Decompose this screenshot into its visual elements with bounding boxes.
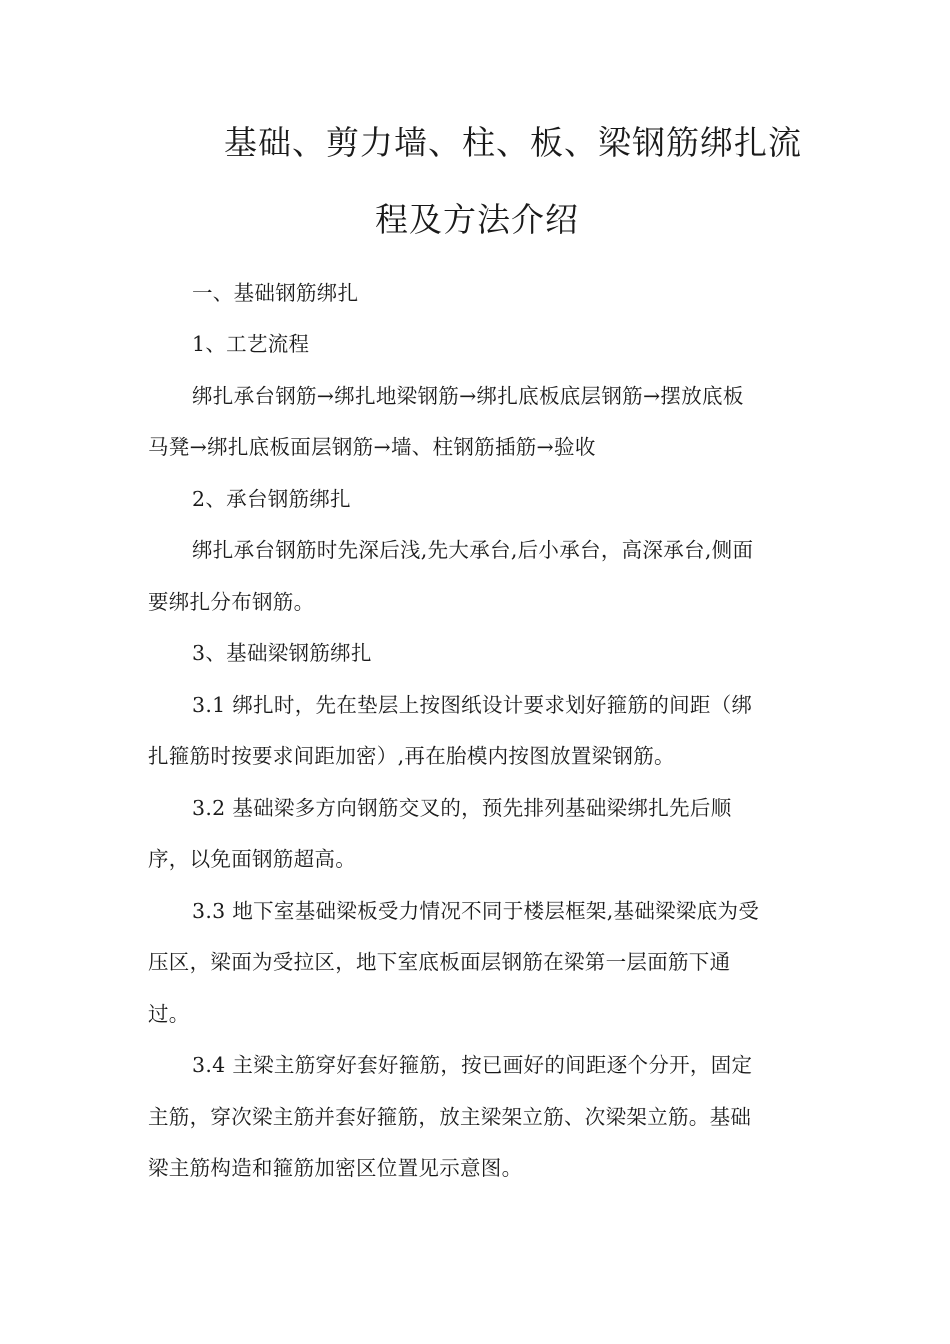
- paragraph-line: 马凳→绑扎底板面层钢筋→墙、柱钢筋插筋→验收: [148, 435, 596, 459]
- paragraph-line: 绑扎承台钢筋→绑扎地梁钢筋→绑扎底板底层钢筋→摆放底板: [192, 384, 744, 408]
- paragraph-line: 3.3 地下室基础梁板受力情况不同于楼层框架,基础梁梁底为受: [192, 899, 760, 923]
- paragraph-line: 3.1 绑扎时，先在垫层上按图纸设计要求划好箍筋的间距（绑: [192, 693, 753, 717]
- section-heading: 一、基础钢筋绑扎: [192, 281, 359, 305]
- paragraph-line: 绑扎承台钢筋时先深后浅,先大承台,后小承台，高深承台,侧面: [192, 538, 754, 562]
- paragraph-line: 3.4 主梁主筋穿好套好箍筋，按已画好的间距逐个分开，固定: [192, 1053, 753, 1077]
- paragraph-line: 过。: [148, 1002, 190, 1026]
- document-title-line-2: 程及方法介绍: [375, 200, 579, 239]
- subsection-heading: 2、承台钢筋绑扎: [192, 487, 351, 511]
- paragraph-line: 扎箍筋时按要求间距加密）,再在胎模内按图放置梁钢筋。: [148, 744, 675, 768]
- paragraph-line: 3.2 基础梁多方向钢筋交叉的，预先排列基础梁绑扎先后顺: [192, 796, 732, 820]
- paragraph-line: 序，以免面钢筋超高。: [148, 847, 356, 871]
- paragraph-line: 要绑扎分布钢筋。: [148, 590, 315, 614]
- paragraph-line: 梁主筋构造和箍筋加密区位置见示意图。: [148, 1156, 523, 1180]
- paragraph-line: 主筋，穿次梁主筋并套好箍筋，放主梁架立筋、次梁架立筋。基础: [148, 1105, 752, 1129]
- document-title-line-1: 基础、剪力墙、柱、板、梁钢筋绑扎流: [224, 123, 802, 162]
- subsection-heading: 1、工艺流程: [192, 332, 310, 356]
- paragraph-line: 压区，梁面为受拉区，地下室底板面层钢筋在梁第一层面筋下通: [148, 950, 731, 974]
- subsection-heading: 3、基础梁钢筋绑扎: [192, 641, 372, 665]
